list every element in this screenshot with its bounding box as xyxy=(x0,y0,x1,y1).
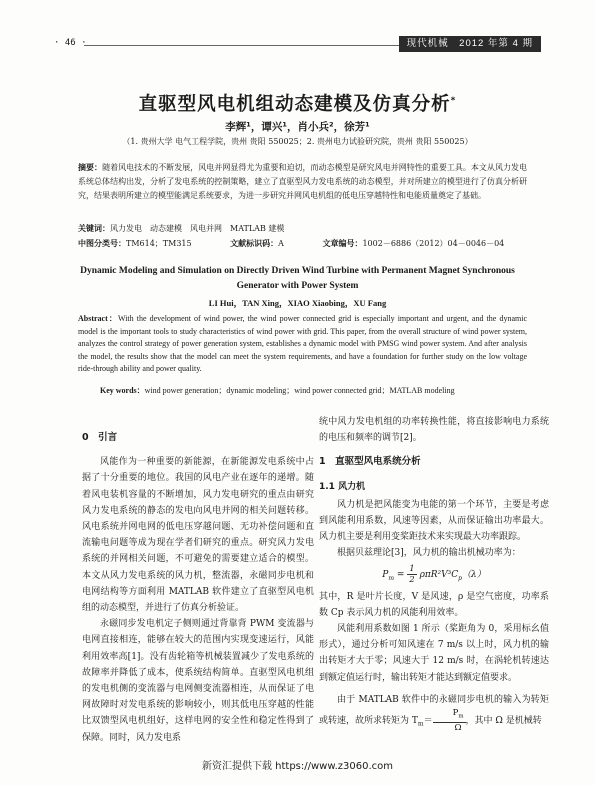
turbine-paragraph-4: 风能利用系数如图 1 所示（桨距角为 0，采用标幺值形式），通过分析可知风速在 7 m/s 以上时，风力机的输出转矩才大于零；风速大于 12 m/s 时，在涡轮机转速达到额定值运行时，输出转矩才能达到额定值要求。 xyxy=(319,624,549,683)
eq-numerator: 1 xyxy=(409,563,415,574)
doc-code xyxy=(230,239,302,248)
intro-paragraph-1: 风能作为一种重要的新能源，在新能源发电系统中占据了十分重要的地位。我国的风电产业在逐年的递增。随着风电装机容量的不断增加，风力发电研究的重点由研究风力发电系统的静态的发电向风电并网的相关问题转移。风电系统并网电网的低电压穿越问题、无功补偿问题和直流输电问题等成为现在学者们研究的重点。研究风力发电系统的并网相关问题，不可避免的需要建立适合的模型。本文从风力发电系统的风力机，整流器，永磁同步电机和电网结构等方面利用 MATLAB 软件建立了直驱型风电机组的动态模型，并进行了仿真分析验证。 xyxy=(82,457,314,614)
eq-fraction xyxy=(407,564,416,585)
title-footnote-mark: * xyxy=(450,95,457,106)
english-title: Dynamic Modeling and Simulation on Directly Driven Wind Turbine with Permanent Magnet Synchronous Generator with Power System xyxy=(80,266,515,291)
turbine-paragraph-3: 其中，R 是叶片长度，V 是风速，ρ 是空气密度，功率系数 Cp 表示风力机的风能利用效率。 xyxy=(319,591,549,618)
en-keywords-text: wind power generation；dynamic modeling；wind power connected grid；MATLAB modeling xyxy=(144,386,455,395)
eq-rhs: ρπR²V³C xyxy=(419,569,459,580)
download-footer: 新资汇提供下载 https://www.z3060.com xyxy=(201,761,394,772)
article-number xyxy=(322,239,522,248)
classification-line xyxy=(78,238,527,249)
power-equation: $P_m$ = $\frac{1}{2}$ $\rho\pi R^2V^3C_p(\lambda)$ xyxy=(382,563,486,585)
paper-title xyxy=(0,90,595,116)
cn-keywords xyxy=(78,223,527,234)
p5-equals: ＝ xyxy=(423,715,433,726)
eq-lhs: P xyxy=(382,569,389,580)
affiliation: （1. 贵州大学 电气工程学院，贵州 贵阳 550025；2. 贵州电力试验研究院，贵州 贵阳 550025） xyxy=(122,137,473,146)
clc-label: 中图分类号： xyxy=(78,239,126,248)
clc-number xyxy=(78,239,210,248)
art-label: 文章编号： xyxy=(322,239,363,248)
turbine-paragraph-2: 根据贝兹理论[3]，风力机的输出机械功率为： xyxy=(337,548,521,559)
doc-label: 文献标识码： xyxy=(230,239,279,248)
eq-rhs-tail: （λ） xyxy=(462,569,486,580)
p5-text-a: 由于 MATLAB 软件中的永磁同步电机的输入为转矩或转速，故所求转矩为 T xyxy=(319,694,549,726)
page-header xyxy=(54,36,541,52)
en-abstract-label: Abstract： xyxy=(78,314,118,323)
turbine-paragraph-5 xyxy=(319,692,549,733)
section-heading-intro: 0 引言 xyxy=(82,432,118,443)
continued-paragraph: 统中风力发电机组的功率转换性能，将直接影响电力系统的电压和频率的调节[2]。 xyxy=(319,417,549,444)
cn-keywords-label: 关键词： xyxy=(78,224,110,233)
p5-sub: m xyxy=(417,720,424,728)
author-list: 李辉¹，谭兴¹，肖小兵²，徐芳¹ xyxy=(225,121,370,133)
eq-denominator: 2 xyxy=(409,574,415,585)
intro-paragraph-2: 永磁同步发电机定子侧则通过背靠背 PWM 变流器与电网直接相连，能够在较大的范围内实现变速运行，风能利用效率高[1]。没有齿轮箱等机械装置减少了发电系统的故障率并降低了成本，使系统结构简单。直驱型风电机组的发电机侧的变流器与电网侧变流器相连，从而保证了电网故障时对发电系统的影响较小，则其低电压穿越的性能比双馈型风电机组好，这样电网的安全性和稳定性得到了保障。同时，风力发电系 xyxy=(82,619,314,743)
turbine-paragraph-1: 风力机是把风能变为电能的第一个环节，主要是考虑到风能利用系数，风速等因素，从而保证输出功率最大。风力机主要是利用变桨距技术来实现最大功率跟踪。 xyxy=(319,499,549,543)
en-abstract-text: With the development of wind power, the wind power connected grid is especially important and urgent, and the dynamic model is the important tools to study characteristics of wind power with grid. This paper, from the overall structure of wind power system, analyzes the control strategy of power generation system, establishes a dynamic model with PMSG wind power system. And after analysis the model, the results show that the model can meet the system requirements, and have a foundation for further study on the low voltage ride-through ability and power quality. xyxy=(78,314,527,373)
art-value: 1002－6886（2012）04－0046－04 xyxy=(362,239,505,248)
section-heading-1: 1 直驱型风电系统分析 xyxy=(319,456,421,468)
right-column xyxy=(319,414,549,733)
journal-banner: 现代机械 2012 年第 4 期 xyxy=(399,36,541,52)
cn-abstract xyxy=(78,161,527,203)
torque-num-text: P xyxy=(452,708,459,719)
cn-abstract-text: 随着风电技术的不断发展，风电并网显得尤为重要和迫切，而动态模型是研究风电并网特性的重要工具。本文从风力发电系统总体结构出发，分析了发电系统的控制策略，建立了直驱型风力发电系统的动态模型，并对所建立的模型进行了仿真分析研究，结果表明所建立的模型能满足系统要求，为进一步研究并网风电机组的低电压穿越特性和电能质量奠定了基础。 xyxy=(78,163,528,200)
torque-num-sub: m xyxy=(458,713,464,720)
eq-rhs-sub: p xyxy=(458,574,463,582)
english-authors: LI Hui，TAN Xing，XIAO Xiaobing，XU Fang xyxy=(208,298,387,308)
page-number: · 46 · xyxy=(54,38,87,48)
doc-value: A xyxy=(278,239,284,248)
torque-numerator xyxy=(433,708,466,723)
cn-keywords-text: 风力发电 动态建模 风电并网 MATLAB 建模 xyxy=(110,224,285,233)
p5-text-c: ，其中 Ω 是机械转 xyxy=(465,715,542,726)
en-keywords-label: Key words： xyxy=(100,386,145,395)
clc-value: TM614；TM315 xyxy=(126,239,192,248)
title-text: 直驱型风电机组动态建模及仿真分析 xyxy=(138,94,451,115)
torque-denominator: Ω xyxy=(454,722,462,733)
subsection-heading-1-1: 1.1 风力机 xyxy=(319,481,366,492)
eq-lhs-sub: m xyxy=(388,574,395,582)
left-column xyxy=(82,410,314,746)
english-abstract xyxy=(78,313,527,376)
cn-abstract-label: 摘要： xyxy=(78,163,103,172)
english-keywords xyxy=(100,385,527,396)
torque-fraction xyxy=(433,708,466,733)
